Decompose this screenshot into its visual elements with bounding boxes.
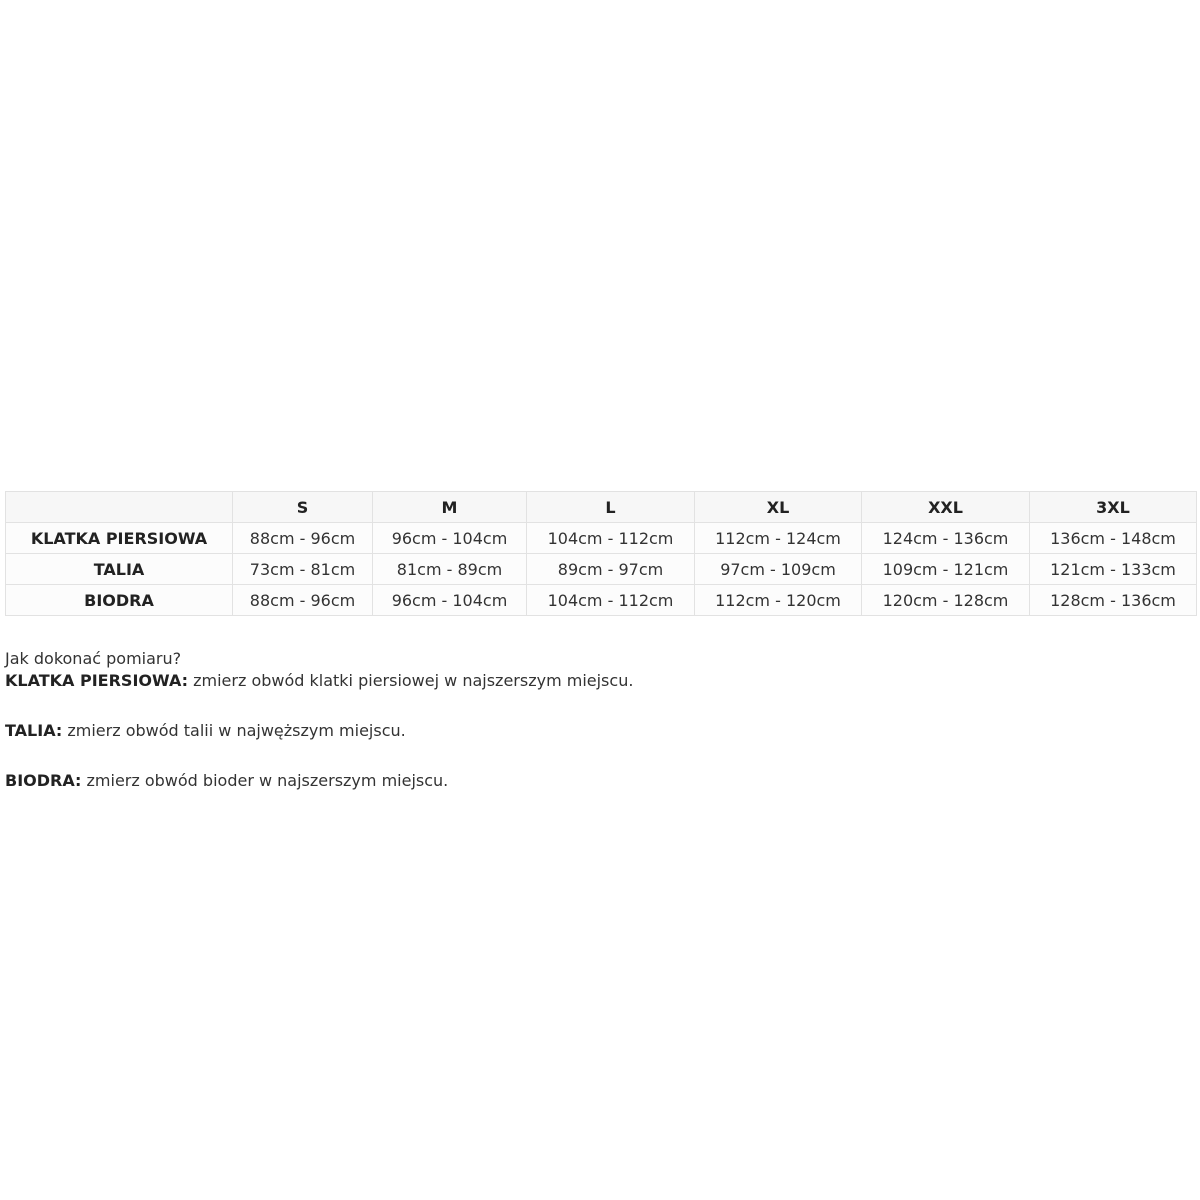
header-cell-size-3xl: 3XL <box>1030 492 1197 523</box>
measurement-instructions <box>5 648 1185 820</box>
header-cell-size-xl: XL <box>695 492 862 523</box>
row-label-chest: KLATKA PIERSIOWA <box>6 523 233 554</box>
instruction-text-chest: zmierz obwód klatki piersiowej w najszerszym miejscu. <box>188 671 634 690</box>
table-cell: 124cm - 136cm <box>862 523 1030 554</box>
table-cell: 96cm - 104cm <box>373 585 527 616</box>
table-cell: 121cm - 133cm <box>1030 554 1197 585</box>
table-cell: 73cm - 81cm <box>233 554 373 585</box>
row-label-waist: TALIA <box>6 554 233 585</box>
instruction-term-waist: TALIA: <box>5 721 63 740</box>
instruction-term-hips: BIODRA: <box>5 771 82 790</box>
size-chart-table <box>5 491 1197 616</box>
table-cell: 88cm - 96cm <box>233 585 373 616</box>
table-row-chest <box>6 523 1197 554</box>
table-cell: 120cm - 128cm <box>862 585 1030 616</box>
table-row-hips <box>6 585 1197 616</box>
header-cell-size-xxl: XXL <box>862 492 1030 523</box>
header-cell-empty <box>6 492 233 523</box>
header-cell-size-s: S <box>233 492 373 523</box>
table-cell: 81cm - 89cm <box>373 554 527 585</box>
table-header-row <box>6 492 1197 523</box>
row-label-hips: BIODRA <box>6 585 233 616</box>
table-cell: 88cm - 96cm <box>233 523 373 554</box>
table-cell: 104cm - 112cm <box>527 523 695 554</box>
table-cell: 104cm - 112cm <box>527 585 695 616</box>
instruction-waist <box>5 720 1185 742</box>
instruction-hips <box>5 770 1185 792</box>
table-cell: 112cm - 124cm <box>695 523 862 554</box>
header-cell-size-m: M <box>373 492 527 523</box>
table-row-waist <box>6 554 1197 585</box>
table-cell: 109cm - 121cm <box>862 554 1030 585</box>
table-cell: 136cm - 148cm <box>1030 523 1197 554</box>
instructions-question: Jak dokonać pomiaru? <box>5 649 182 668</box>
instruction-text-hips: zmierz obwód bioder w najszerszym miejscu. <box>81 771 449 790</box>
header-cell-size-l: L <box>527 492 695 523</box>
table-cell: 128cm - 136cm <box>1030 585 1197 616</box>
table-cell: 96cm - 104cm <box>373 523 527 554</box>
table-cell: 97cm - 109cm <box>695 554 862 585</box>
table-cell: 89cm - 97cm <box>527 554 695 585</box>
table-cell: 112cm - 120cm <box>695 585 862 616</box>
instruction-term-chest: KLATKA PIERSIOWA: <box>5 671 189 690</box>
instruction-text-waist: zmierz obwód talii w najwęższym miejscu. <box>62 721 406 740</box>
instruction-chest <box>5 670 1185 692</box>
